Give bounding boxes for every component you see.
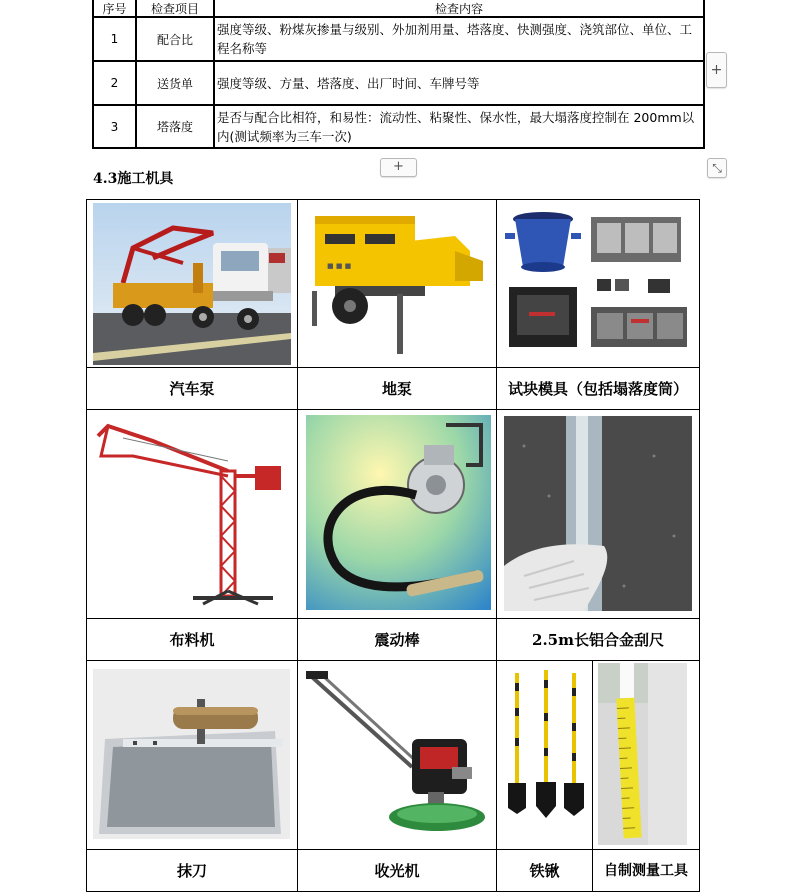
equipment-caption: 布料机 <box>86 618 298 661</box>
equipment-caption: 汽车泵 <box>86 367 298 410</box>
table-row <box>93 61 704 105</box>
equipment-caption: 抹刀 <box>86 849 298 892</box>
table-header-row <box>93 0 704 17</box>
equipment-caption: 2.5m长铝合金刮尺 <box>496 618 700 661</box>
header-content: 检查内容 <box>214 0 704 17</box>
row-content: 是否与配合比相符，和易性：流动性、粘聚性、保水性，最大塌落度控制在 200mm以内(测试频率为三车一次) <box>214 105 704 148</box>
straight-edge-image <box>504 416 692 611</box>
truck-pump-image <box>93 203 291 365</box>
inspection-table <box>92 0 705 149</box>
table-row <box>93 105 704 148</box>
measuring-tool-image <box>598 663 687 845</box>
equipment-caption: 收光机 <box>297 849 497 892</box>
row-item: 配合比 <box>136 17 214 61</box>
power-trowel-image <box>302 667 492 845</box>
row-no: 1 <box>93 17 136 61</box>
table-resize-handle[interactable]: ⤡ <box>707 158 727 178</box>
placing-boom-image <box>93 416 291 610</box>
row-content: 强度等级、粉煤灰掺量与级别、外加剂用量、塔落度、快测强度、浇筑部位、单位、工程名称等 <box>214 17 704 61</box>
add-row-button[interactable]: + <box>380 158 417 177</box>
svg-text:■ ■ ■: ■ ■ ■ <box>327 262 351 270</box>
trowel-image <box>93 669 290 839</box>
equipment-caption: 地泵 <box>297 367 497 410</box>
row-item: 塔落度 <box>136 105 214 148</box>
vibrator-image <box>306 415 491 610</box>
row-content: 强度等级、方量、塔落度、出厂时间、车牌号等 <box>214 61 704 105</box>
row-no: 3 <box>93 105 136 148</box>
section-heading: 4.3施工机具 <box>93 168 173 188</box>
equipment-caption: 震动棒 <box>297 618 497 661</box>
header-item: 检查项目 <box>136 0 214 17</box>
test-molds-image <box>503 207 689 357</box>
ground-pump-image <box>305 206 492 362</box>
row-item: 送货单 <box>136 61 214 105</box>
equipment-caption: 试块模具（包括塌落度筒） <box>496 367 700 410</box>
equipment-caption: 自制测量工具 <box>592 849 700 892</box>
header-no: 序号 <box>93 0 136 17</box>
equipment-caption: 铁锹 <box>496 849 593 892</box>
shovels-image <box>502 668 588 818</box>
add-column-button[interactable]: + <box>706 52 727 88</box>
row-no: 2 <box>93 61 136 105</box>
table-row <box>93 17 704 61</box>
